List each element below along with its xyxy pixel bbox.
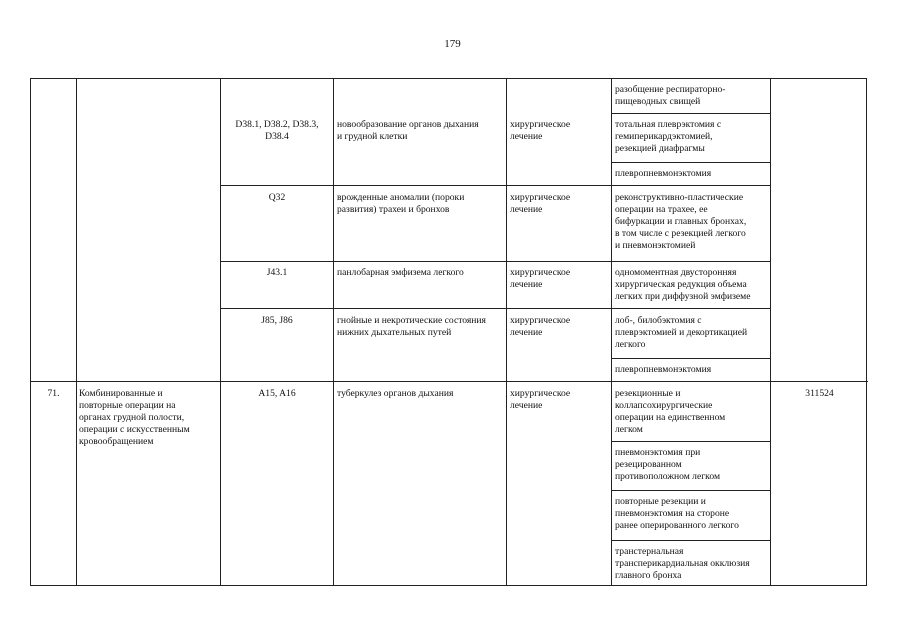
col-divider bbox=[220, 79, 221, 585]
cost-cell: 311524 bbox=[805, 388, 834, 399]
codes-cell: A15, A16 bbox=[258, 388, 296, 399]
method-cell: тотальная плеврэктомия с гемиперикардэктомией, резекцией диафрагмы bbox=[615, 119, 722, 154]
method-cell: транстернальная трансперикардиальная окклюзия главного бронха bbox=[615, 546, 750, 581]
treatment-cell: хирургическое лечение bbox=[510, 119, 571, 142]
item-number: 71. bbox=[47, 388, 60, 399]
diagnosis-cell: гнойные и некротические состояния нижних дыхательных путей bbox=[337, 315, 486, 338]
row-divider bbox=[611, 490, 770, 491]
diagnosis-cell: туберкулез органов дыхания bbox=[337, 388, 454, 399]
method-cell: резекционные и коллапсохирургические операции на единственном легком bbox=[615, 388, 726, 435]
row-divider bbox=[611, 162, 770, 163]
care-type-name: Комбинированные и повторные операции на органах грудной полости, операции с искусственным кровообращением bbox=[79, 388, 190, 447]
treatment-cell: хирургическое лечение bbox=[510, 388, 571, 411]
method-cell: одномоментная двусторонняя хирургическая редукция объема легких при диффузной эмфиземе bbox=[615, 267, 751, 302]
col-divider bbox=[611, 79, 612, 585]
method-cell: разобщение респираторно- пищеводных свищей bbox=[615, 84, 726, 107]
col-divider bbox=[506, 79, 507, 585]
treatment-cell: хирургическое лечение bbox=[510, 315, 571, 338]
row-divider bbox=[220, 261, 770, 262]
method-cell: плевропневмонэктомия bbox=[615, 364, 712, 375]
codes-cell: J85, J86 bbox=[261, 315, 293, 326]
codes-cell: Q32 bbox=[268, 192, 286, 203]
medical-care-table bbox=[30, 78, 867, 586]
method-cell: лоб-, билобэктомия с плеврэктомией и декортикацией легкого bbox=[615, 315, 748, 350]
row-divider bbox=[31, 381, 868, 382]
codes-cell: D38.1, D38.2, D38.3, D38.4 bbox=[235, 119, 319, 142]
method-cell: пневмонэктомия при резецированном противоположном легком bbox=[615, 447, 721, 482]
diagnosis-cell: новообразование органов дыхания и грудной клетки bbox=[337, 119, 479, 142]
method-cell: плевропневмонэктомия bbox=[615, 168, 712, 179]
page-number: 179 bbox=[444, 38, 461, 50]
method-cell: реконструктивно-пластические операции на трахее, ее бифуркации и главных бронхах, в том числе с резекцией легкого и пневмонэктомией bbox=[615, 192, 747, 251]
row-divider bbox=[611, 540, 770, 541]
method-cell: повторные резекции и пневмонэктомия на стороне ранее оперированного легкого bbox=[615, 496, 739, 531]
col-divider bbox=[76, 79, 77, 585]
codes-cell: J43.1 bbox=[266, 267, 288, 278]
row-divider bbox=[611, 441, 770, 442]
row-divider bbox=[611, 113, 770, 114]
row-divider bbox=[611, 358, 770, 359]
diagnosis-cell: панлобарная эмфизема легкого bbox=[337, 267, 464, 278]
diagnosis-cell: врожденные аномалии (пороки развития) трахеи и бронхов bbox=[337, 192, 465, 215]
row-divider bbox=[220, 185, 770, 186]
treatment-cell: хирургическое лечение bbox=[510, 267, 571, 290]
col-divider bbox=[770, 79, 771, 585]
row-divider bbox=[220, 308, 770, 309]
treatment-cell: хирургическое лечение bbox=[510, 192, 571, 215]
col-divider bbox=[333, 79, 334, 585]
